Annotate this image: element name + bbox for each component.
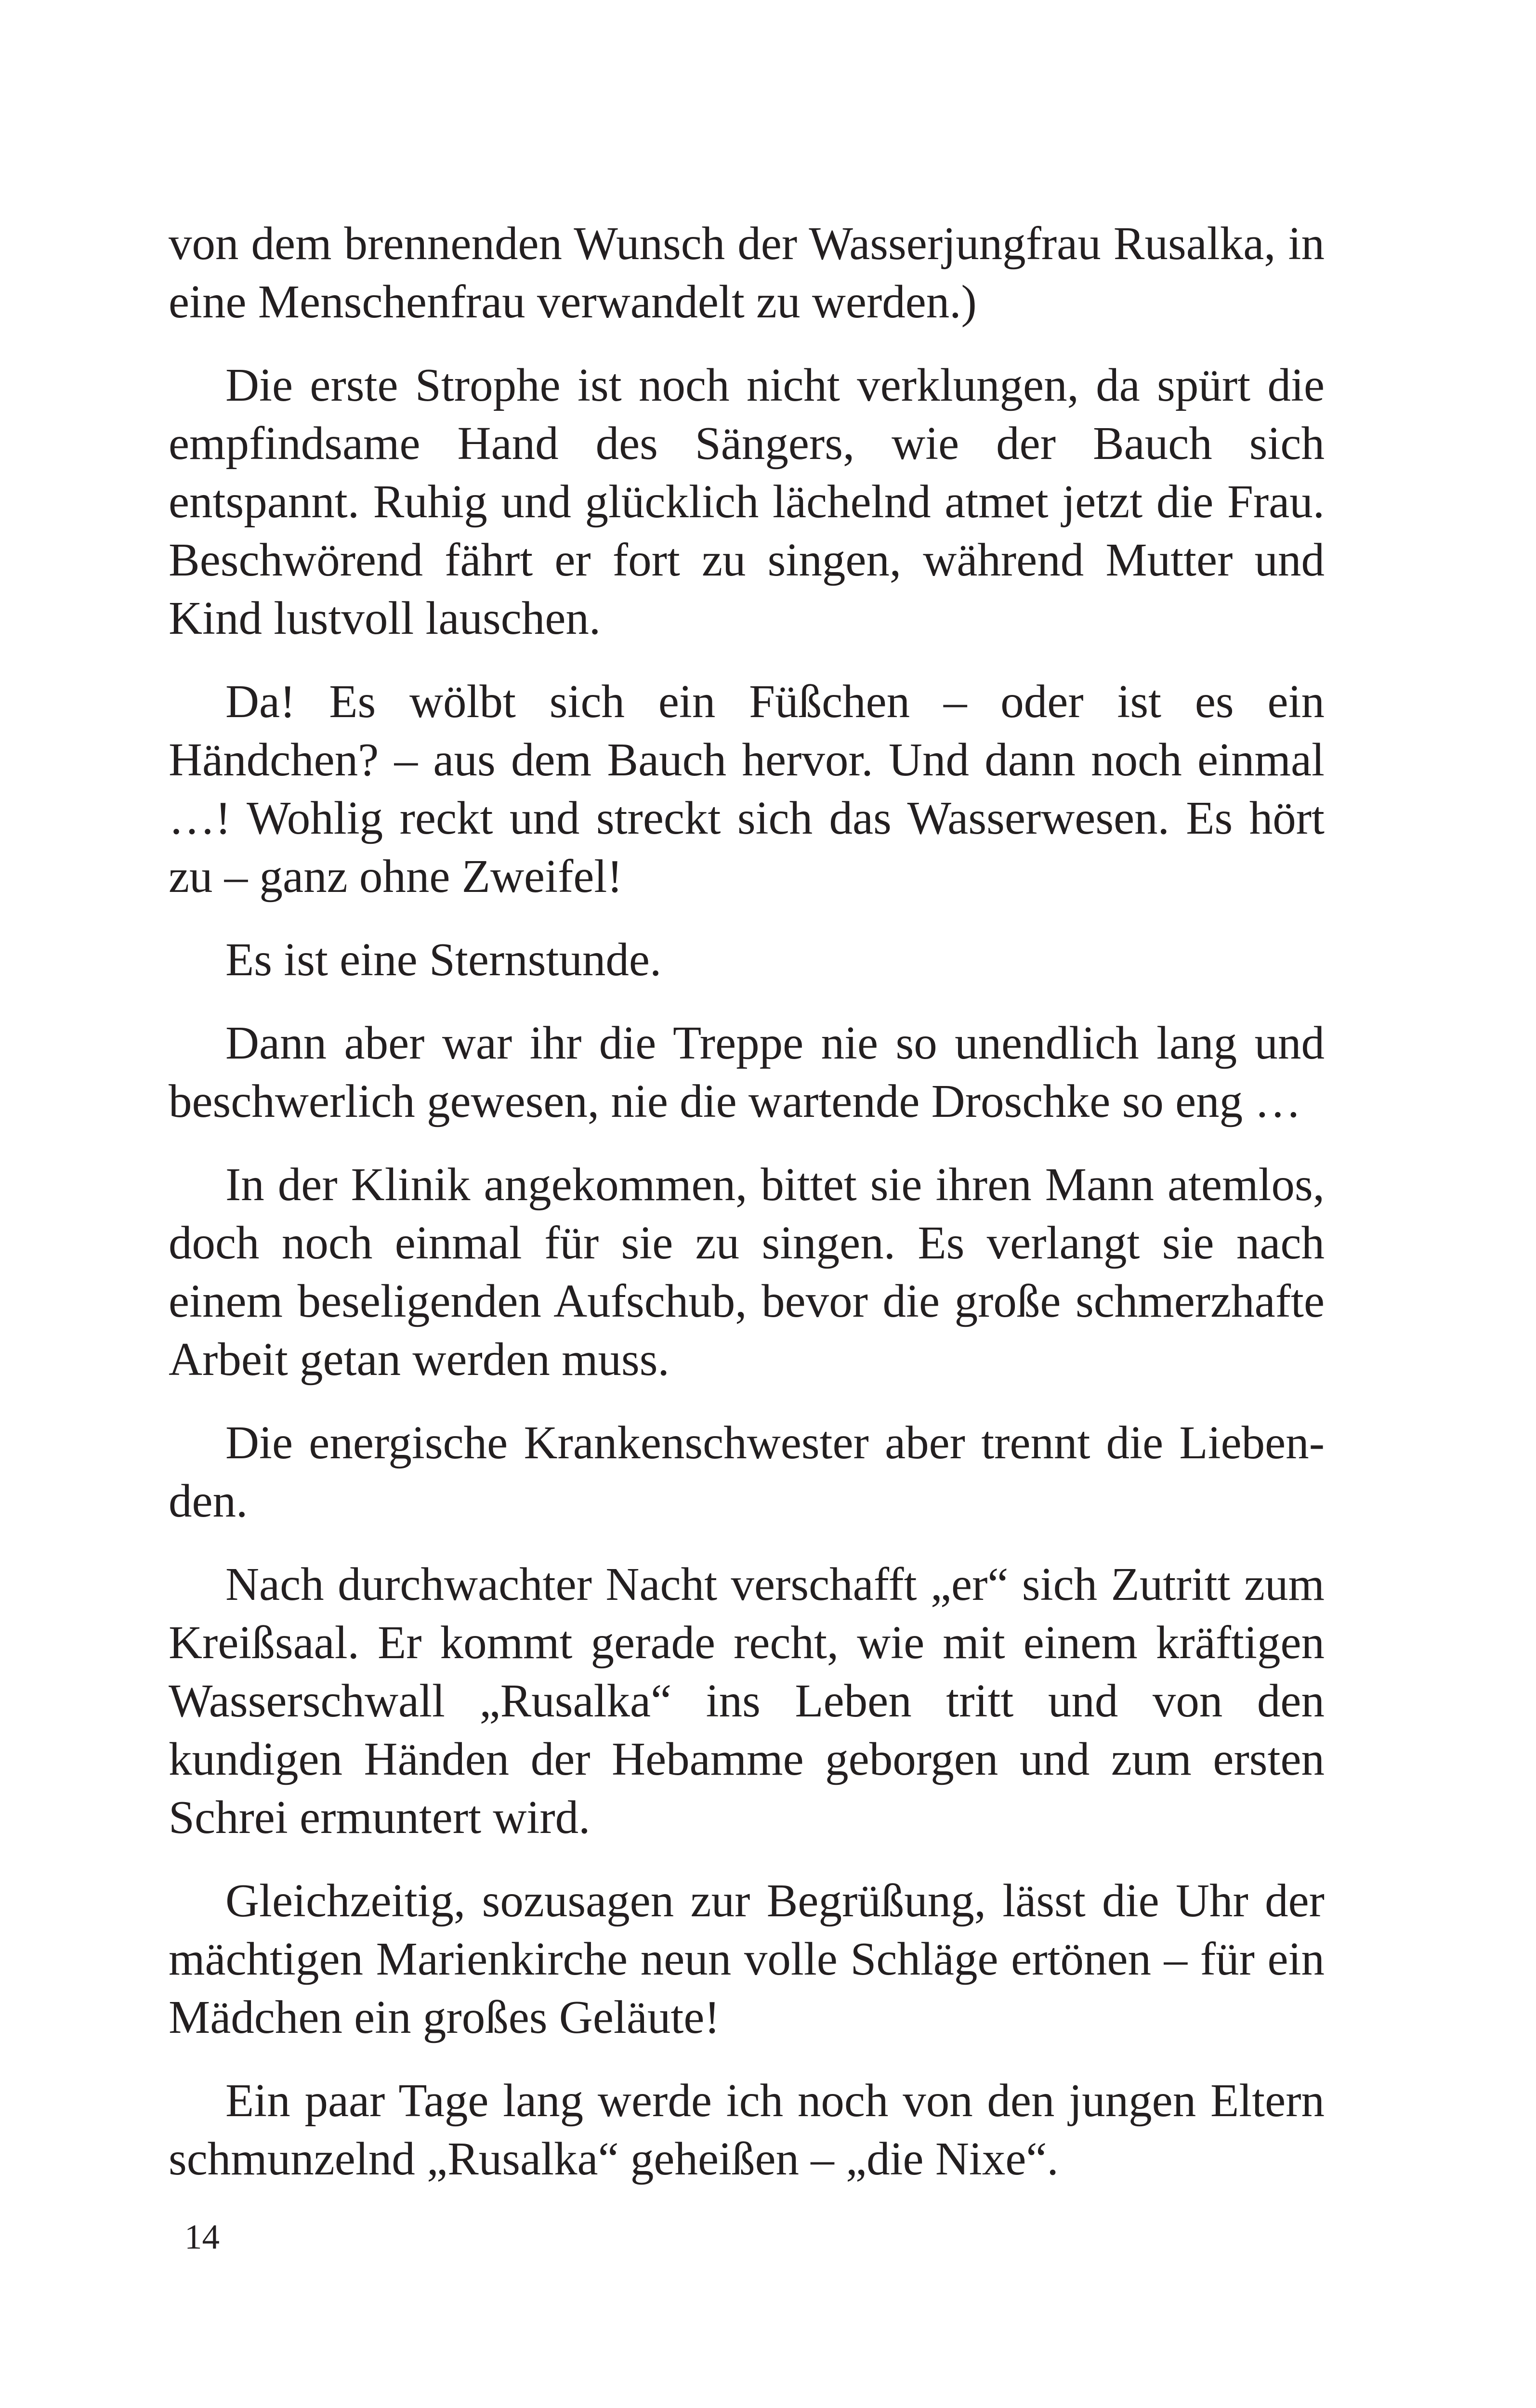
paragraph-3: Da! Es wölbt sich ein Füßchen – oder ist es ein Händchen? – aus dem Bauch hervor. Und dann noch einmal …! Wohlig reckt und streckt sich das Wasserwesen. Es hört zu – ganz ohne Zweifel! xyxy=(169,676,1325,902)
paragraph-1: von dem brennenden Wunsch der Wasserjungfrau Rusalka, in eine Menschenfrau verwandelt zu werden.) xyxy=(169,218,1325,327)
paragraph-5: Dann aber war ihr die Treppe nie so unendlich lang und beschwerlich gewesen, nie die wartende Droschke so eng … xyxy=(169,1017,1325,1127)
page-number: 14 xyxy=(184,2217,220,2256)
paragraph-7: Die energische Krankenschwester aber trennt die Liebenden. xyxy=(169,1417,1325,1527)
paragraph-2: Die erste Strophe ist noch nicht verklungen, da spürt die empfindsame Hand des Sängers, wie der Bauch sich entspannt. Ruhig und glücklich lächelnd atmet jetzt die Frau. Beschwörend fährt er fort zu singen, während Mutter und Kind lustvoll lauschen. xyxy=(169,359,1325,644)
paragraph-9: Gleichzeitig, sozusagen zur Begrüßung, lässt die Uhr der mächtigen Marienkirche neun volle Schläge ertönen – für ein Mädchen ein großes Geläute! xyxy=(169,1875,1325,2043)
paragraph-10: Ein paar Tage lang werde ich noch von den jungen Eltern schmunzelnd „Rusalka“ geheißen – „die Nixe“. xyxy=(169,2075,1325,2185)
paragraph-6: In der Klinik angekommen, bittet sie ihren Mann atemlos, doch noch einmal für sie zu singen. Es verlangt sie nach einem beseligenden Aufschub, bevor die große schmerzhafte Arbeit getan werden muss. xyxy=(169,1159,1325,1385)
paragraph-4: Es ist eine Sternstunde. xyxy=(225,934,662,985)
paragraph-8: Nach durchwachter Nacht verschafft „er“ sich Zutritt zum Kreißsaal. Er kommt gerade recht, wie mit einem kräftigen Wasserschwall „Rusalka“ ins Leben tritt und von den kundigen Händen der Hebamme geborgen und zum ersten Schrei ermuntert wird. xyxy=(169,1558,1325,1843)
body-text xyxy=(169,214,1325,2213)
